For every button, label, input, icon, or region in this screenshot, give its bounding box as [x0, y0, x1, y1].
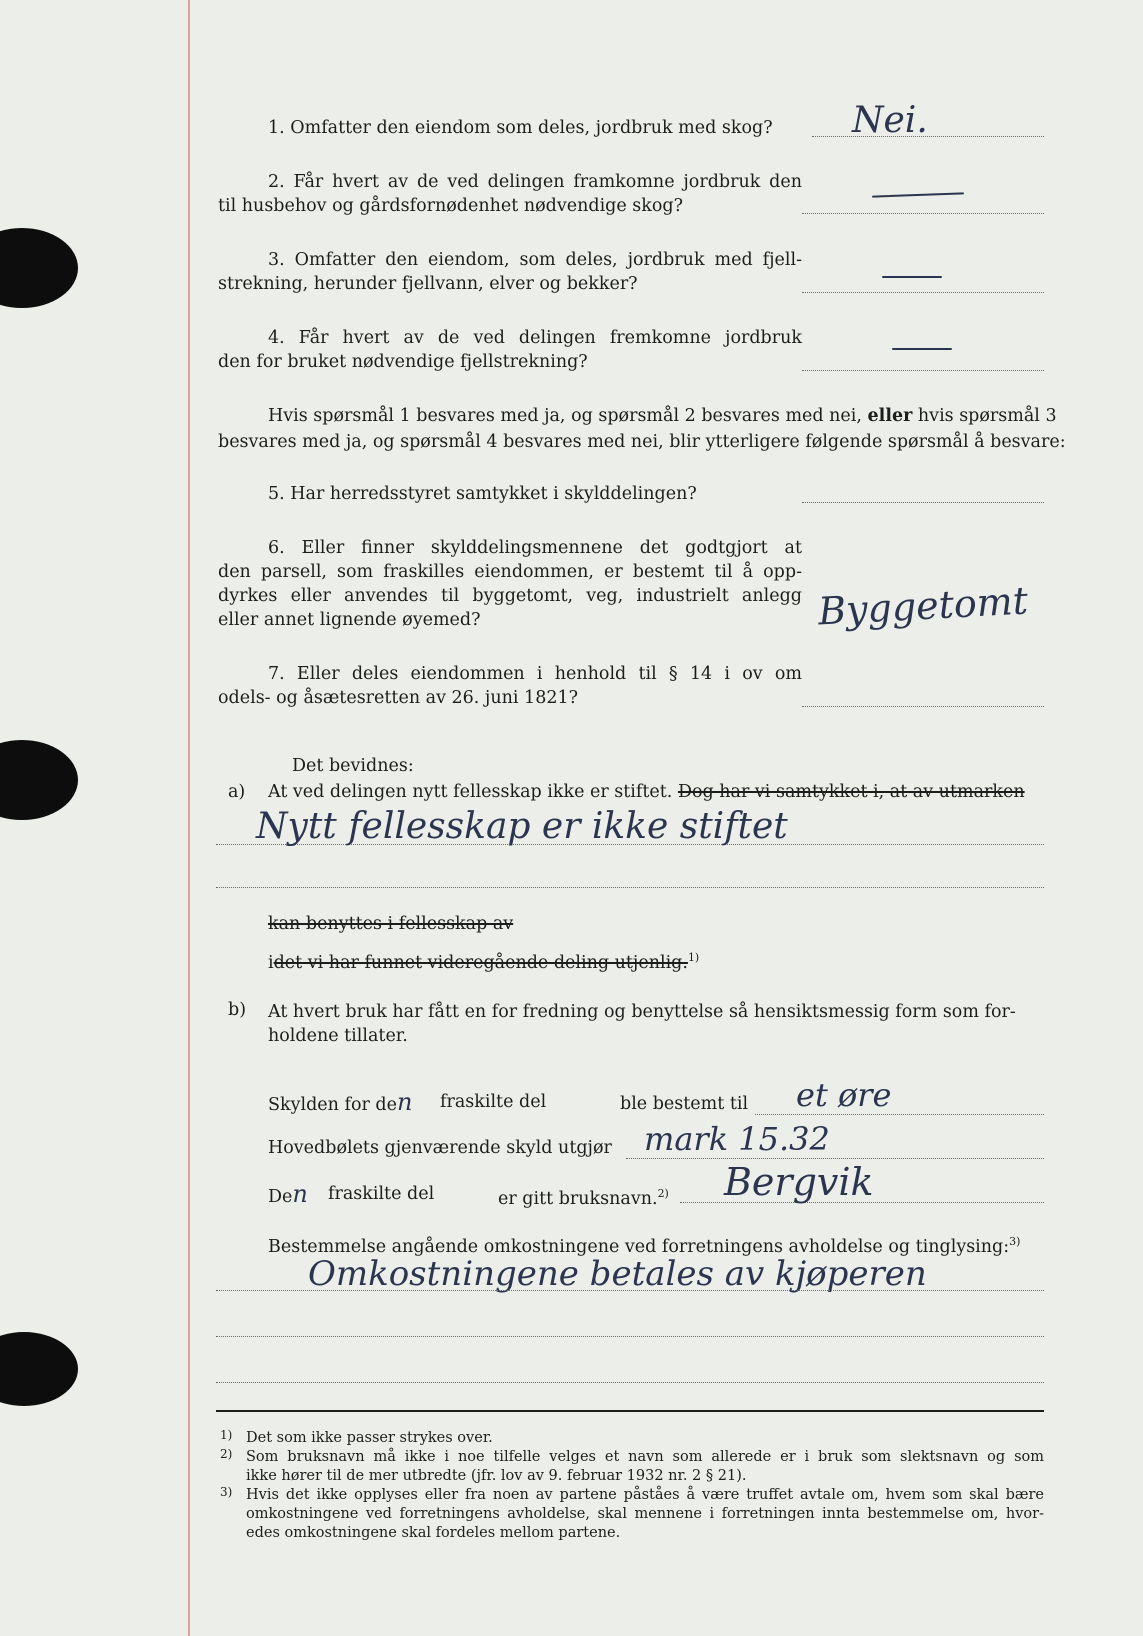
condition-line-1 — [268, 404, 1057, 428]
q3-line-1: 3. Omfatter den eiendom, som deles, jordbruk med fjell- — [268, 250, 802, 270]
footnote-3-line-3: edes omkostningene skal fordeles mellom partene. — [246, 1525, 621, 1541]
q6-line-3: dyrkes eller anvendes til byggetomt, veg, industrielt anlegg — [218, 586, 802, 606]
skyld-row-3-label-1-text: De — [268, 1187, 293, 1207]
q3-line-2: strekning, herunder fjellvann, elver og bekker? — [218, 274, 638, 294]
q2-line-2: til husbehov og gårdsfornødenhet nødvendige skog? — [218, 196, 683, 216]
skyld-row-1-label-1-text: Skylden for de — [268, 1095, 397, 1115]
condition-line-1-post: hvis spørsmål 3 — [917, 406, 1057, 426]
skyld-row-1-label-1 — [268, 1090, 412, 1117]
footnote-2-mark: 2) — [220, 1447, 233, 1461]
q1-answer-line — [812, 136, 1044, 137]
footnote-3-line-1: Hvis det ikke opplyses eller fra noen av partene påståes å være truffet avtale om, hvem som skal bære — [246, 1487, 1044, 1503]
punch-hole-2 — [0, 740, 78, 820]
skyld-row-3-label-1 — [268, 1182, 308, 1209]
q6-line-2: den parsell, som fraskilles eiendommen, er bestemt til å opp- — [218, 562, 802, 582]
attest-b-marker: b) — [228, 1000, 247, 1020]
q4-answer-dash — [892, 348, 952, 350]
attest-a-struck-3-line — [268, 946, 699, 975]
q6-line-1: 6. Eller finner skylddelingsmennene det godtgjort at — [268, 538, 802, 558]
skyld-row-1-value: et øre — [796, 1076, 892, 1114]
q2-line-1: 2. Får hvert av de ved delingen framkomne jordbruk den — [268, 172, 802, 192]
q1-line-1: 1. Omfatter den eiendom som deles, jordbruk med skog? — [268, 118, 773, 138]
q6-line-4: eller annet lignende øyemed? — [218, 610, 481, 630]
skyld-row-3-value: Bergvik — [724, 1160, 874, 1204]
skyld-row-3-label-2: fraskilte del — [328, 1184, 435, 1204]
footnote-1-line-1: Det som ikke passer strykes over. — [246, 1430, 493, 1446]
skyld-row-3-hand-1: n — [292, 1180, 308, 1208]
q3-answer-line — [802, 292, 1044, 293]
condition-line-2: besvares med ja, og spørsmål 4 besvares med nei, blir ytterligere følgende spørsmål å besvare: — [218, 432, 1066, 452]
skyld-row-1-hand-1: n — [396, 1088, 413, 1116]
q6-answer: Byggetomt — [816, 578, 1029, 634]
attest-a-note: 1) — [687, 951, 700, 964]
skyld-row-1-line — [755, 1114, 1044, 1115]
skyld-row-3-note: 2) — [657, 1187, 669, 1200]
skyld-row-4-value: Omkostningene betales av kjøperen — [308, 1254, 927, 1294]
condition-line-1-pre: Hvis spørsmål 1 besvares med ja, og spørsmål 2 besvares med nei, — [268, 406, 862, 426]
q7-line-2: odels- og åsætesretten av 26. juni 1821? — [218, 688, 578, 708]
skyld-row-1-label-2: fraskilte del — [440, 1092, 547, 1112]
attest-a-struck: Dog har vi samtykket i, at av utmarken — [677, 782, 1025, 802]
q7-answer-line — [802, 706, 1044, 707]
q1-answer: Nei. — [852, 100, 928, 141]
skyld-row-3-label-3 — [498, 1182, 669, 1211]
punch-hole-1 — [0, 228, 78, 308]
q4-line-1: 4. Får hvert av de ved delingen fremkomne jordbruk — [268, 328, 802, 348]
skyld-row-2-line — [626, 1158, 1044, 1159]
q5-answer-line — [802, 502, 1044, 503]
condition-line-1-bold: eller — [867, 406, 913, 426]
skyld-row-3-label-3-text: er gitt bruksnavn. — [498, 1188, 658, 1209]
q4-answer-line — [802, 370, 1044, 371]
footnote-3-mark: 3) — [220, 1485, 233, 1499]
skyld-row-2-value: mark 15.32 — [644, 1120, 830, 1158]
skyld-row-4-line-1 — [216, 1290, 1044, 1291]
footnote-2-line-1: Som bruksnavn må ikke i noe tilfelle velges et navn som allerede er i bruk som slektsnavn og som — [246, 1449, 1044, 1465]
attest-b-line-1: At hvert bruk har fått en for fredning og benyttelse så hensiktsmessig form som for- — [268, 1002, 1016, 1022]
attest-a-struck-3-prefix: i — [268, 952, 274, 973]
footnote-1-mark: 1) — [220, 1428, 233, 1442]
q2-answer-line — [802, 213, 1044, 214]
q5-line-1: 5. Har herredsstyret samtykket i skylddelingen? — [268, 484, 697, 504]
attest-a-line — [268, 780, 1025, 804]
skyld-row-4-note: 3) — [1009, 1235, 1021, 1248]
skyld-row-4-label-text: Bestemmelse angående omkostningene ved forretningens avholdelse og tinglysing: — [268, 1236, 1010, 1257]
attest-a-handwritten: Nytt fellesskap er ikke stiftet — [256, 806, 788, 847]
attest-a-text: At ved delingen nytt fellesskap ikke er stiftet. — [268, 782, 673, 802]
footnote-2-line-2: ikke hører til de mer utbredte (jfr. lov av 9. februar 1932 nr. 2 § 21). — [246, 1468, 747, 1484]
skyld-row-4-line-3 — [216, 1382, 1044, 1383]
q2-answer-dash — [872, 192, 964, 197]
attest-a-marker: a) — [228, 782, 246, 802]
skyld-row-2-label: Hovedbølets gjenværende skyld utgjør — [268, 1138, 612, 1158]
q4-line-2: den for bruket nødvendige fjellstrekning? — [218, 352, 588, 372]
punch-hole-3 — [0, 1332, 78, 1406]
skyld-row-1-label-3: ble bestemt til — [620, 1094, 749, 1114]
attest-a-struck-3: det vi har funnet videregående deling utjenlig. — [273, 952, 688, 973]
footnote-rule — [216, 1410, 1044, 1412]
attest-a-struck-2: kan benyttes i fellesskap av — [268, 914, 514, 934]
q3-answer-dash — [882, 276, 942, 278]
attest-b-line-2: holdene tillater. — [268, 1026, 408, 1046]
skyld-row-4-line-2 — [216, 1336, 1044, 1337]
q7-line-1: 7. Eller deles eiendommen i henhold til § 14 i ov om — [268, 664, 802, 684]
attest-heading: Det bevidnes: — [292, 756, 414, 776]
attest-a-line-2 — [216, 887, 1044, 888]
footnote-3-line-2: omkostningene ved forretningens avholdelse, skal mennene i forretningen innta bestemmelse om, hvor- — [246, 1506, 1044, 1522]
margin-rule — [188, 0, 190, 1636]
